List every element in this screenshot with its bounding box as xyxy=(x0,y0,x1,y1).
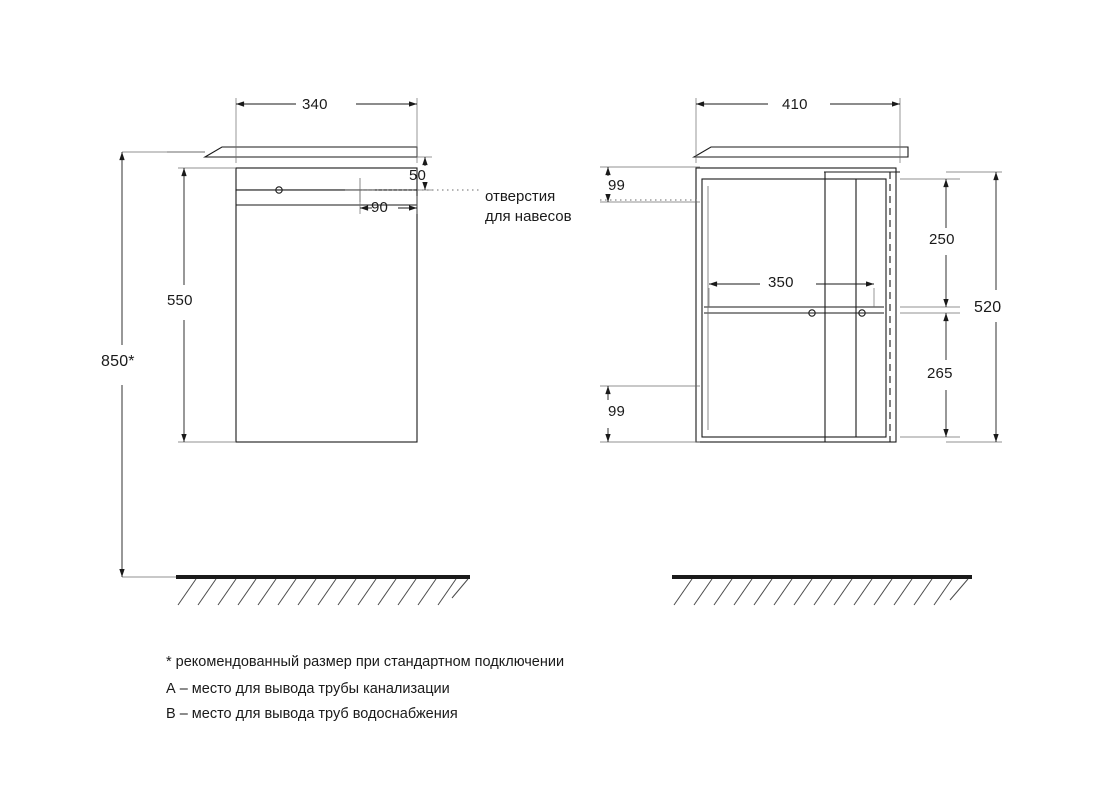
dimension-total-height: 850* xyxy=(101,353,135,370)
holes-callout-line2: для навесов xyxy=(485,208,572,225)
dimension-front-top-thickness: 50 xyxy=(409,167,427,184)
dimension-side-upper: 250 xyxy=(929,231,955,248)
front-view-geometry xyxy=(167,147,417,442)
floor-front xyxy=(176,577,470,605)
dimension-front-width: 340 xyxy=(302,96,328,113)
footnote-water-supply-outlet: В – место для вывода труб водоснабжения xyxy=(166,706,458,722)
dimension-front-body-height: 550 xyxy=(167,292,193,309)
holes-callout-line1: отверстия xyxy=(485,188,556,205)
footnote-recommended-size: * рекомендованный размер при стандартном подключении xyxy=(166,654,565,670)
holes-callout xyxy=(485,187,572,227)
dimension-side-lower: 265 xyxy=(927,365,953,382)
dimension-side-top-offset: 99 xyxy=(608,177,626,194)
side-view-geometry xyxy=(694,147,908,442)
dimension-side-width: 410 xyxy=(782,96,808,113)
dimension-side-bottom-offset: 99 xyxy=(608,403,626,420)
floor-side xyxy=(672,577,972,605)
footnote-sewer-outlet: А – место для вывода трубы канализации xyxy=(166,681,450,697)
dimension-side-shelf: 350 xyxy=(768,274,794,291)
dimension-side-total: 520 xyxy=(974,299,1002,316)
dimension-front-hole-offset: 90 xyxy=(371,199,389,216)
